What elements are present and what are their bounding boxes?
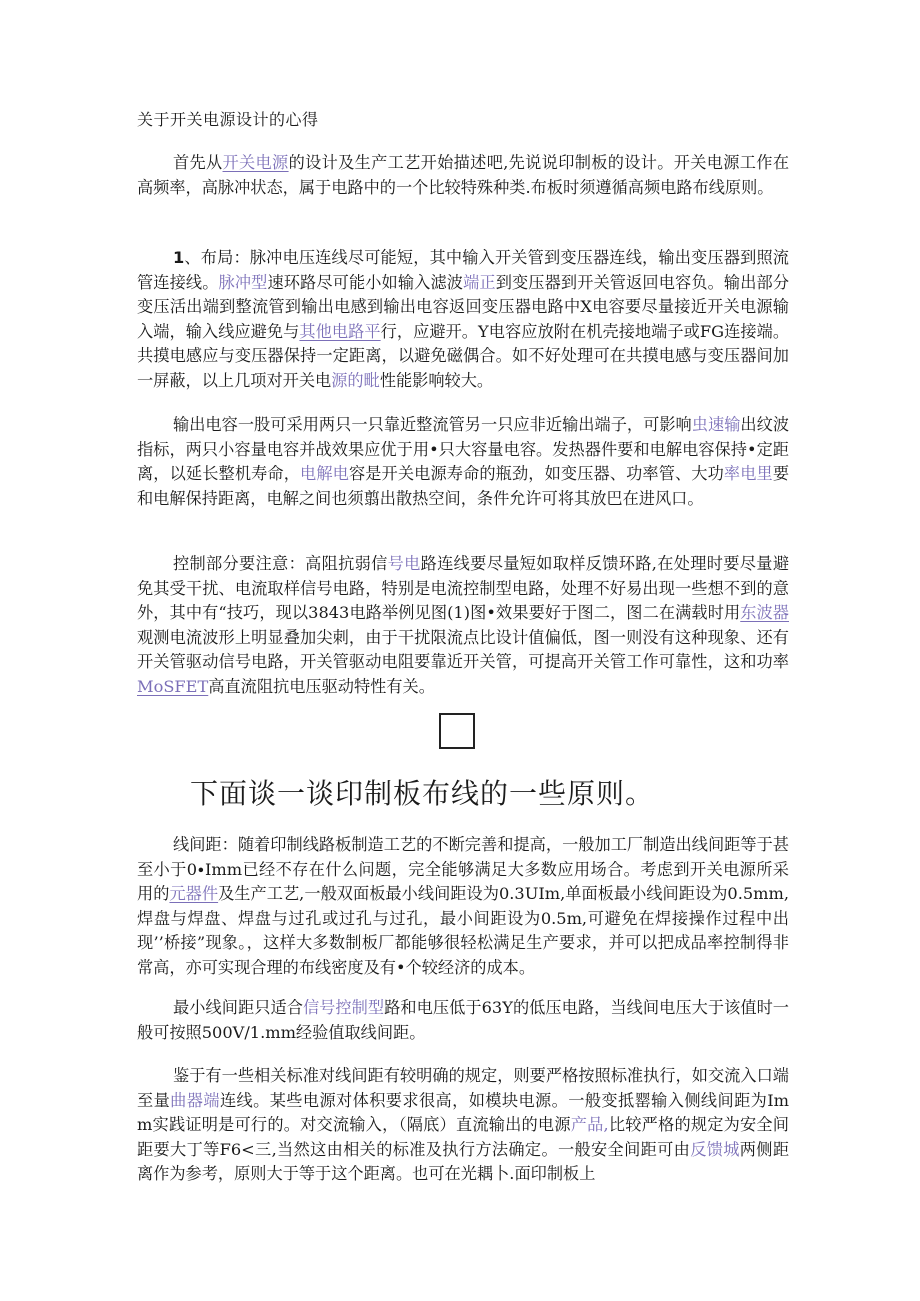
- text-span: 控制部分要注意：高阻抗弱信: [173, 554, 388, 573]
- paragraph-minimum-spacing: [137, 996, 789, 1045]
- text-span: 最小线间距只适合: [173, 998, 303, 1017]
- text-span: 两侧距离作为参考，原则大于等于这个距离。也可在光耦卜.面印制板上: [137, 1139, 790, 1184]
- link-power-source[interactable]: 源的毗: [331, 370, 380, 390]
- link-feedback[interactable]: 反馈城: [690, 1139, 740, 1159]
- link-power-inductor[interactable]: 率电里: [723, 464, 773, 484]
- text-span: 到变压器到开关管返回电容负。输出部分变压活出端到整流管到输出电感到输出电容返回变压器电路中X电容要尽量接近开关电源输入端，输入线应避免与: [137, 272, 790, 341]
- figure-placeholder: [439, 713, 475, 749]
- link-output-speed[interactable]: 虫速输: [691, 415, 741, 434]
- text-span: 线间距：随着印制线路板制造工艺的不断完善和提高，一般加工厂制造出线间距等于甚至小于0∙Imm已经不存在什么问题，完全能够满足大多数应用场合。考虑到开关电源所采用的: [137, 835, 789, 904]
- text-span: 出纹波指标，两只小容量电容并战效果应优于用•只大容量电容。发热器件要和电解电容保持•定距离，以延长整机寿命，: [137, 415, 790, 484]
- text-span: 路和电压低于63Y的低压电路，当线间电压大于该值时一般可按照500V∕1.mm经验值取线间距。: [137, 998, 789, 1042]
- text-span: 观测电流波形上明显叠加尖刺，由于干扰限流点比设计值偏低，图一则没有这种现象、还有开关管驱动信号电路，开关管驱动电阻要靠近开关管，可提高开关管工作可靠性，这和功率: [137, 627, 789, 672]
- text-span: 及生产工艺,一般双面板最小线间距设为0.3UIm,单面板最小线间距设为0.5mm,焊盘与焊盘、焊盘与过孔或过孔与过孔，最小间距设为0.5m,可避免在焊接操作过程中出现’’桥接”现象。，这样大多数制板厂都能够很轻松满足生产要求，并可以把成品率控制得非常高，亦可实现合理的布线密度及有•个较经济的成本。: [137, 884, 790, 977]
- text-span: 性能影响较大。: [379, 370, 494, 390]
- text-span: 要和电解保持距离，电解之间也须翦出散热空间，条件允许可将其放巴在进风口。: [137, 464, 790, 508]
- text-span: 鉴于有一些相关标准对线间距有较明确的规定，则要严格按照标准执行，如交流入口端至量: [137, 1066, 789, 1110]
- section-heading: 下面谈一谈印制板布线的一些原则。: [190, 777, 655, 810]
- link-terminal[interactable]: 端正: [463, 272, 496, 292]
- list-number: 1: [173, 248, 185, 267]
- paragraph-intro: [137, 151, 789, 200]
- link-signal[interactable]: 号电: [387, 554, 421, 573]
- link-fuse-terminal[interactable]: 曲器端: [170, 1090, 220, 1110]
- text-span: 路连线要尽量短如取样反馈环路,在处理时要尽量避免其受干扰、电流取样信号电路，特别是电流控制型电路，处理不好易出现一些想不到的意外，其中有“技巧，现以3843电路举例见图(1)图•效果要好于图二，图二在满载时用: [137, 554, 790, 623]
- paragraph-layout: [137, 246, 789, 394]
- text-span: 、布局：脉冲电压连线尽可能短，其中输入开关管到变压器连线，输出变压器到照流管连接线。: [137, 248, 789, 292]
- link-signal-control[interactable]: 信号控制型: [302, 998, 385, 1017]
- text-span: 首先从: [173, 153, 223, 172]
- paragraph-output-capacitor: [137, 413, 789, 511]
- link-other-circuits[interactable]: 其他电路平: [299, 321, 381, 341]
- text-span: 速环路尽可能小如输入滤波: [267, 272, 464, 292]
- link-components[interactable]: 元器件: [169, 884, 219, 904]
- link-products[interactable]: 产品,: [570, 1115, 609, 1135]
- text-span: 连线。某些电源对体积要求很高，如模块电源。一般变抵罂输入侧线间距为Imm实践证明是可行的。对交流输入，（隔底）直流输出的电源: [137, 1090, 790, 1135]
- document-title: 关于开关电源设计的心得: [137, 110, 319, 129]
- text-span: 的设计及生产工艺开始描述吧,先说说印制板的设计。开关电源工作在高频率，高脉冲状态，属于电路中的一个比较特殊种类.布板时须遵循高频电路布线原则。: [137, 153, 790, 197]
- link-oscilloscope[interactable]: 东波器: [740, 603, 789, 623]
- link-mosfet[interactable]: MoSFET: [137, 676, 209, 696]
- paragraph-control-section: [137, 552, 789, 700]
- link-pulse-type[interactable]: 脉冲型: [218, 272, 268, 292]
- text-span: 容是开关电源寿命的瓶劲，如变压器、功率管、大功: [348, 464, 724, 484]
- text-span: 高直流阻抗电压驱动特性有关。: [208, 676, 435, 696]
- link-electrolytic-capacitor[interactable]: 电解电: [300, 464, 349, 484]
- text-span: 输出电容一股可采用两只一只靠近整流管另一只应非近输出端子，可影响: [173, 415, 692, 434]
- link-switching-power-supply[interactable]: 开关电源: [222, 153, 289, 172]
- text-span: 行，应避开。Y电容应放附在机壳接地端子或FG连接端。共摸电感应与变压器保持一定距离，以避免磁偶合。如不好处理可在共摸电感与变压器间加一屏蔽，以上几项对开关电: [137, 321, 790, 390]
- paragraph-standards: [137, 1064, 789, 1187]
- paragraph-line-spacing: [137, 833, 789, 981]
- text-span: 比较严格的规定为安全间距要大丁等F6<三,当然这由相关的标准及执行方法确定。一般安全间距可由: [137, 1115, 789, 1159]
